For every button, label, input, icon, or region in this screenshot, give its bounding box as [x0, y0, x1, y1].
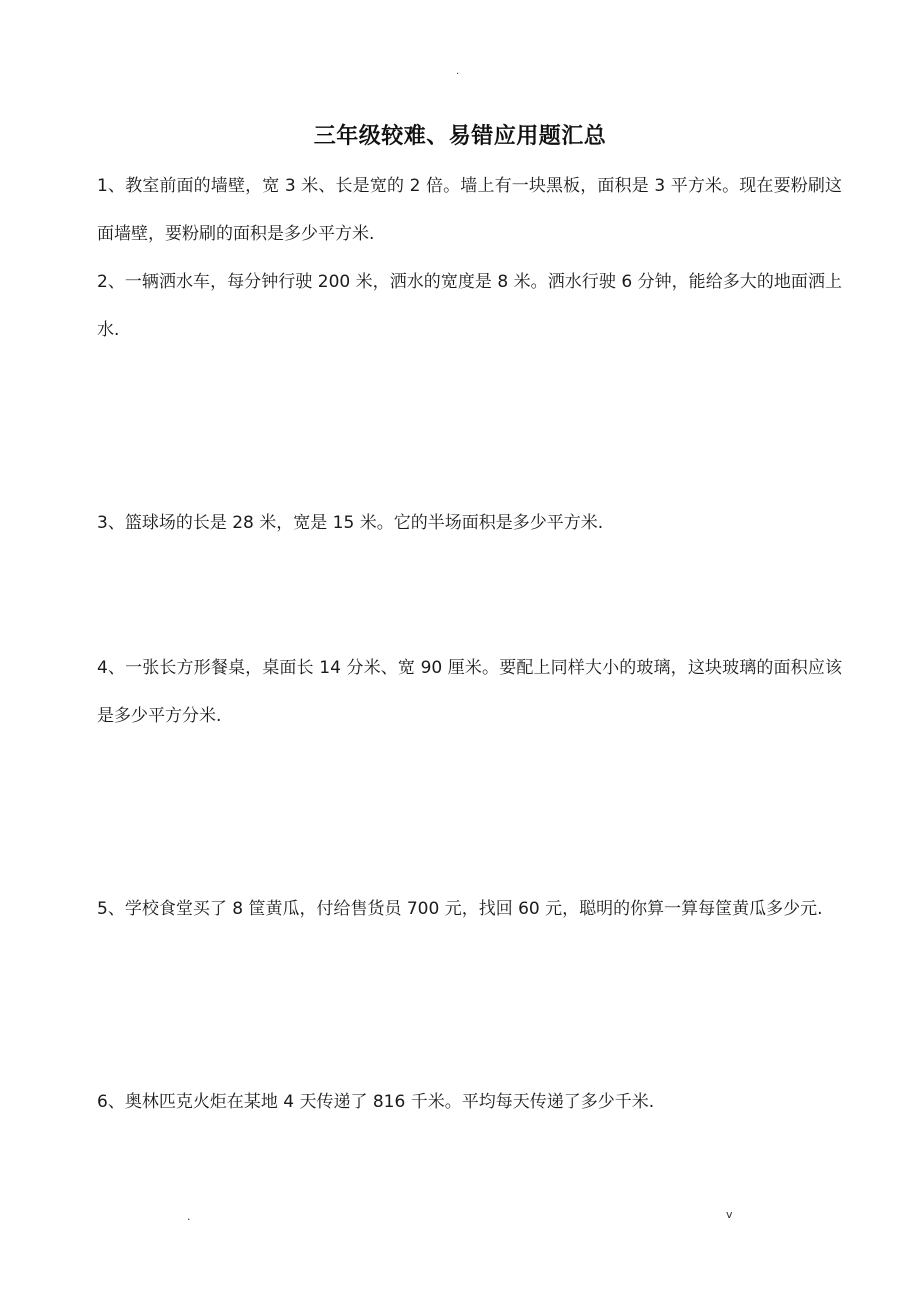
question-4: 4、一张长方形餐桌，桌面长 14 分米、宽 90 厘米。要配上同样大小的玻璃，这块玻璃的面积应该是多少平方分米.: [97, 658, 842, 726]
header-dot: .: [456, 66, 460, 77]
page-title: 三年级较难、易错应用题汇总: [313, 124, 607, 149]
footer-v-mark: v: [726, 1208, 733, 1221]
question-3: 3、篮球场的长是 28 米，宽是 15 米。它的半场面积是多少平方米.: [97, 513, 604, 533]
footer-dot: .: [187, 1210, 191, 1223]
question-6: 6、奥林匹克火炬在某地 4 天传递了 816 千米。平均每天传递了多少千米.: [97, 1092, 655, 1112]
question-1: 1、教室前面的墙壁，宽 3 米、长是宽的 2 倍。墙上有一块黑板，面积是 3 平方米。现在要粉刷这面墙壁，要粉刷的面积是多少平方米.: [97, 176, 842, 244]
question-5: 5、学校食堂买了 8 筐黄瓜，付给售货员 700 元，找回 60 元，聪明的你算一算每筐黄瓜多少元.: [97, 899, 823, 919]
question-2: 2、一辆洒水车，每分钟行驶 200 米，洒水的宽度是 8 米。洒水行驶 6 分钟，能给多大的地面洒上水.: [97, 272, 842, 340]
